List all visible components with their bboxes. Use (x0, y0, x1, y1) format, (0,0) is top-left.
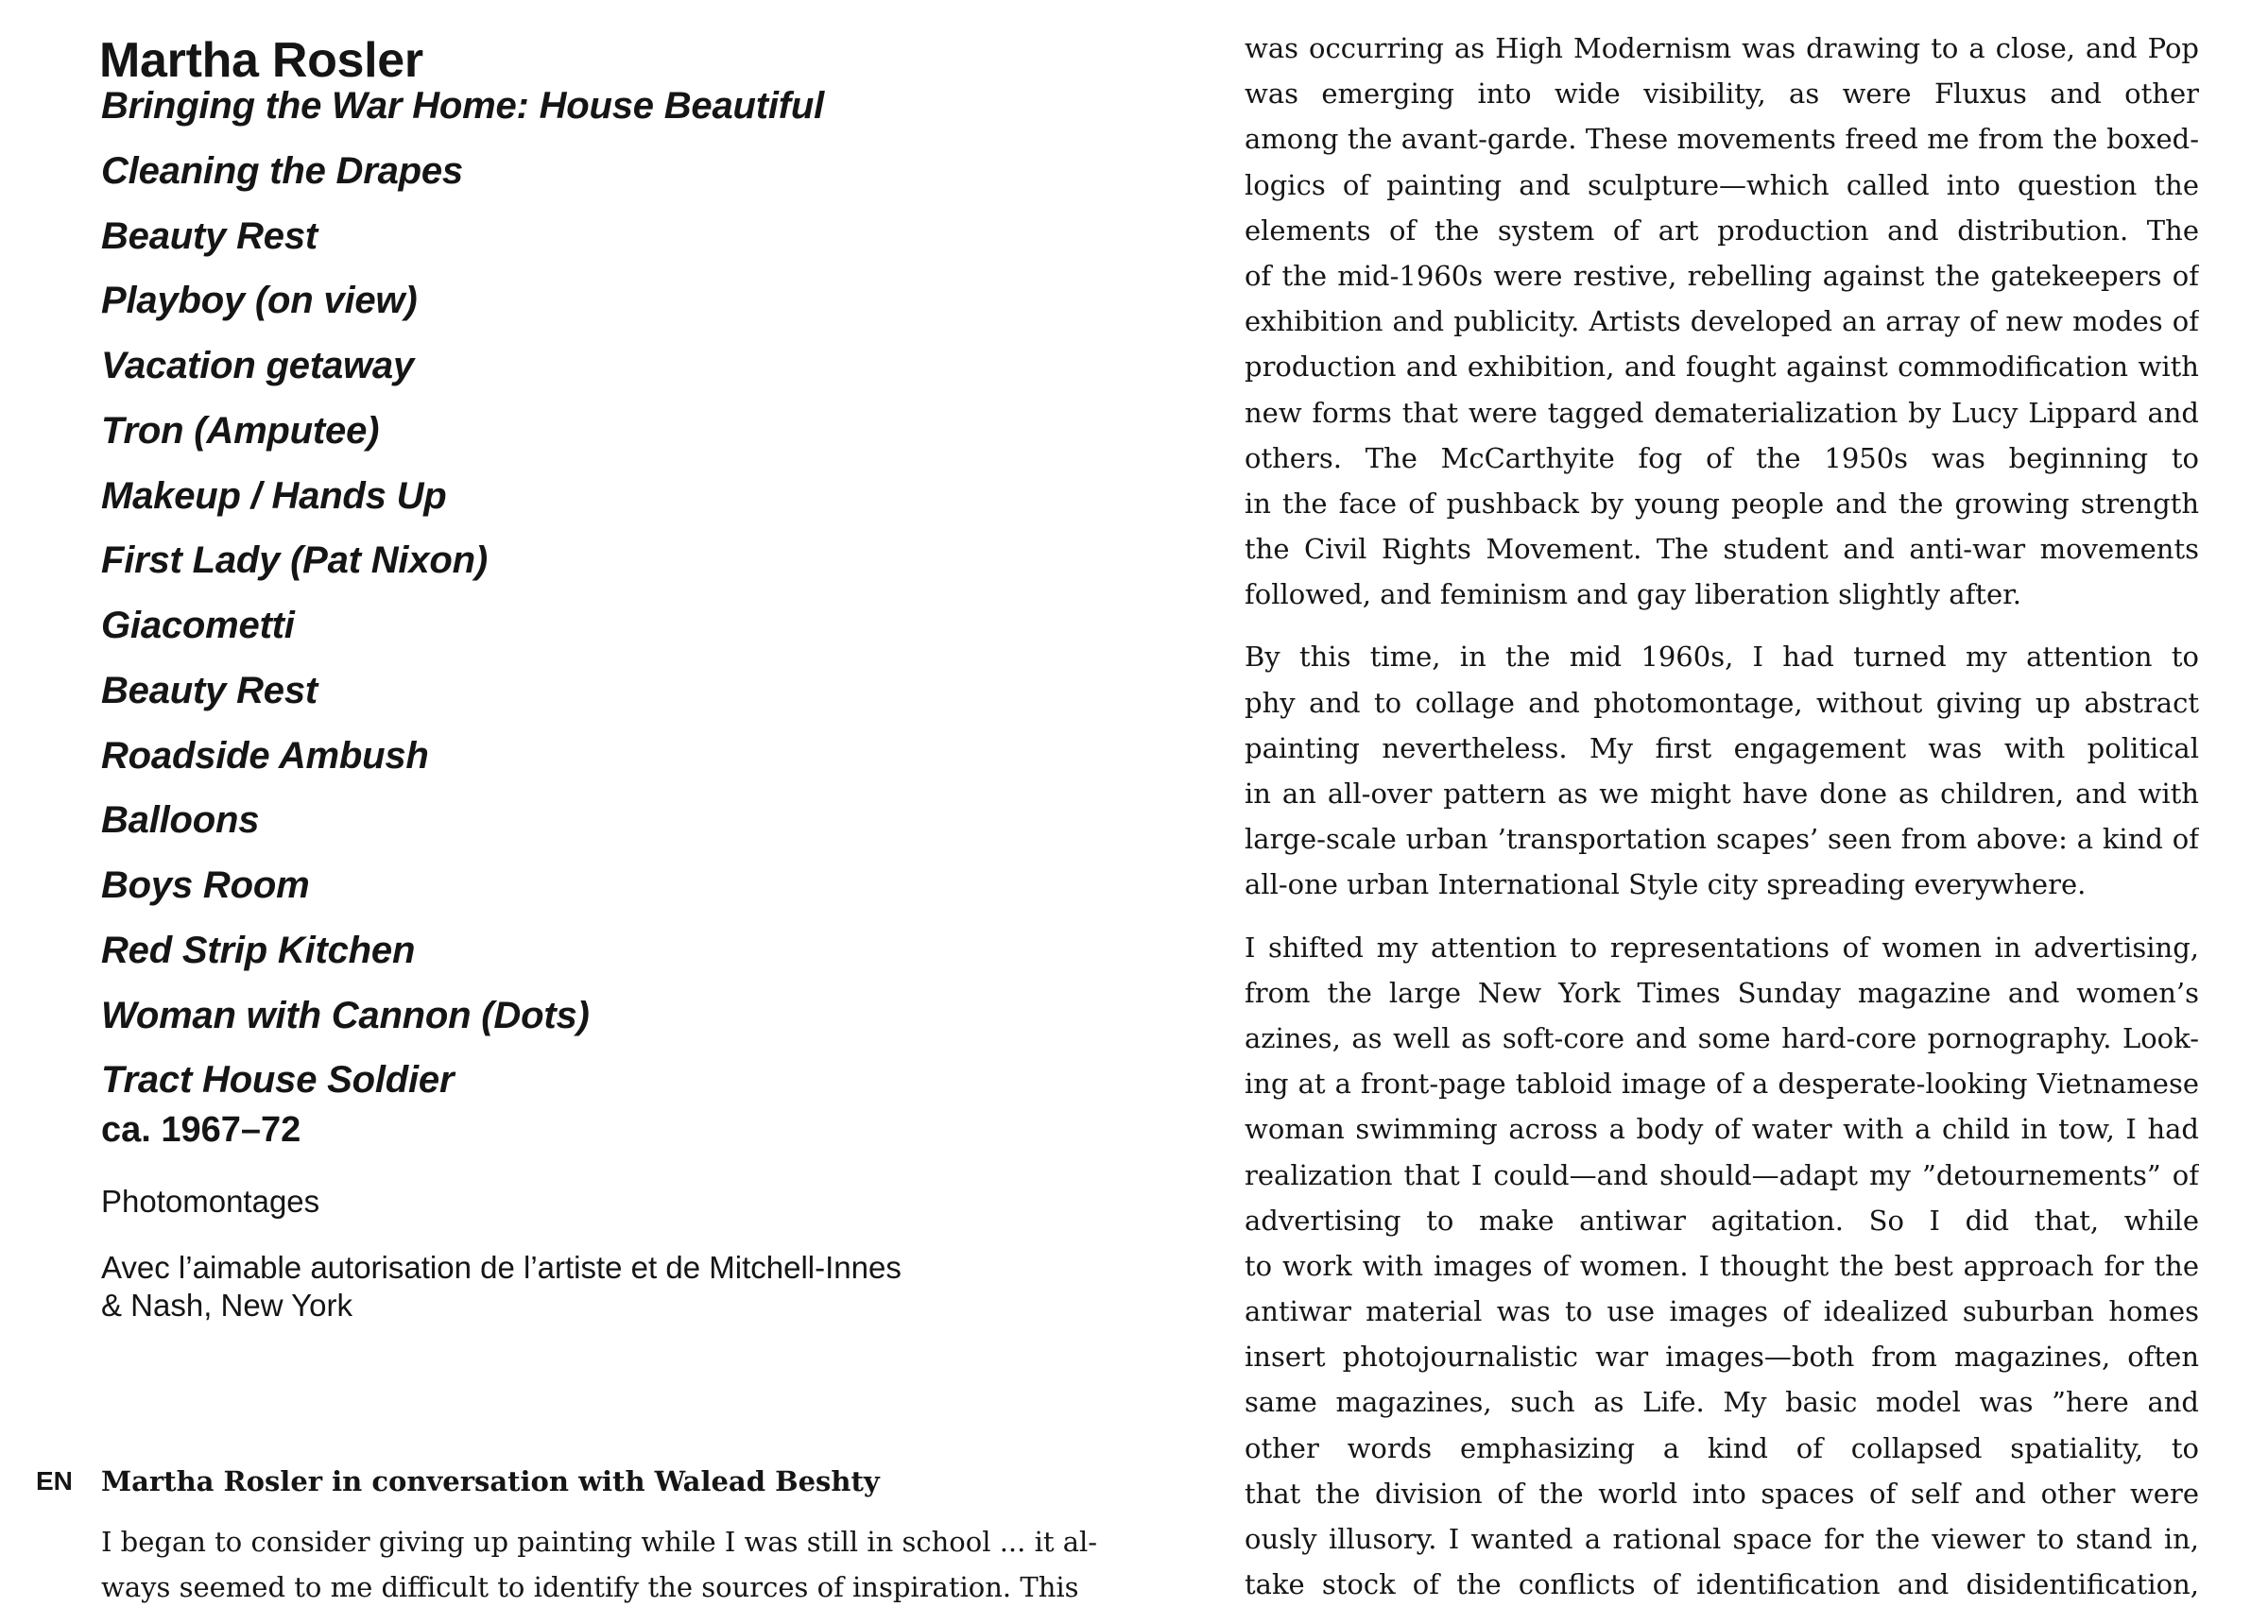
language-tag: EN (36, 1466, 73, 1496)
text-line: ously illusory. I wanted a rational space for the viewer to stand in, (1245, 1523, 2199, 1555)
text-line: was emerging into wide visibility, as were Fluxus and other (1245, 77, 2199, 111)
paragraph (1245, 26, 2199, 617)
text-line: all-one urban International Style city spreading everywhere. (1245, 868, 2087, 901)
text-line: elements of the system of art production and distribution. The (1245, 214, 2199, 247)
text-line: in an all-over pattern as we might have done as children, and with (1245, 778, 2199, 810)
work-medium: Photomontages (101, 1184, 320, 1219)
text-line: take stock of the conflicts of identification and disidentification, (1245, 1568, 2199, 1601)
work-title: Playboy (on view) (101, 280, 418, 322)
work-title: Giacometti (101, 605, 295, 646)
text-line: I began to consider giving up painting while I was still in school ... it al- (101, 1526, 1098, 1558)
work-title: Balloons (101, 799, 260, 842)
work-title: Roadside Ambush (101, 734, 429, 777)
work-date: ca. 1967–72 (101, 1110, 301, 1150)
text-line: insert photojournalistic war images—both from magazines, often (1245, 1341, 2199, 1374)
paragraph (1245, 925, 2199, 1608)
text-line: from the large New York Times Sunday magazine and women’s (1245, 976, 2199, 1009)
credit-line: Avec l’aimable autorisation de l’artiste et de Mitchell-Innes (101, 1250, 902, 1285)
text-line: antiwar material was to use images of idealized suburban homes (1245, 1295, 2199, 1328)
text-line: in the face of pushback by young people and the growing strength (1245, 487, 2199, 520)
credit-line: & Nash, New York (101, 1288, 352, 1323)
text-line: large-scale urban ’transportation scapes’ seen from above: a kind of (1245, 823, 2199, 856)
text-line: that the division of the world into spaces of self and other were (1245, 1477, 2199, 1510)
work-title: Beauty Rest (101, 669, 318, 711)
text-line: ways seemed to me difficult to identify the sources of inspiration. This (101, 1571, 1079, 1604)
work-title: First Lady (Pat Nixon) (101, 539, 488, 582)
work-title: Bringing the War Home: House Beautiful (101, 85, 825, 127)
artist-name: Martha Rosler (99, 32, 423, 88)
text-line: to work with images of women. I thought the best approach for the (1245, 1249, 2199, 1282)
work-title: Vacation getaway (101, 345, 414, 386)
works-list (101, 80, 824, 1120)
text-line: advertising to make antiwar agitation. So I did that, while (1245, 1204, 2199, 1237)
text-line: the Civil Rights Movement. The student and anti-war movements (1245, 533, 2199, 566)
text-line: others. The McCarthyite fog of the 1950s was beginning to (1245, 441, 2199, 474)
work-title: Cleaning the Drapes (101, 149, 463, 192)
text-line: exhibition and publicity. Artists developed an array of new modes of (1245, 305, 2199, 338)
text-line: azines, as well as soft-core and some hard-core pornography. Look- (1245, 1021, 2199, 1054)
text-line: followed, and feminism and gay liberation slightly after. (1245, 578, 2022, 611)
text-line: phy and to collage and photomontage, without giving up abstract (1245, 686, 2199, 719)
conversation-text-left (101, 1519, 1097, 1610)
work-title: Tron (Amputee) (101, 409, 380, 452)
text-line: among the avant-garde. These movements freed me from the boxed- (1245, 123, 2199, 156)
text-line: I shifted my attention to representations of women in advertising, (1245, 931, 2199, 964)
work-credit (101, 1249, 1027, 1325)
work-title: Red Strip Kitchen (101, 929, 416, 971)
text-line: By this time, in the mid 1960s, I had turned my attention to (1245, 641, 2199, 674)
text-line: logics of painting and sculpture—which called into question the (1245, 168, 2199, 201)
text-line: production and exhibition, and fought against commodification with (1245, 350, 2199, 384)
text-line: other words emphasizing a kind of collapsed spatiality, to (1245, 1431, 2199, 1464)
text-line: new forms that were tagged dematerialization by Lucy Lippard and (1245, 396, 2199, 429)
text-line: painting nevertheless. My first engagement was with political (1245, 731, 2199, 764)
work-title: Woman with Cannon (Dots) (101, 994, 590, 1036)
paragraph (1245, 634, 2199, 907)
conversation-text-right (1245, 26, 2199, 1624)
work-title: Tract House Soldier (101, 1059, 455, 1102)
text-line: of the mid-1960s were restive, rebelling against the gatekeepers of (1245, 259, 2199, 292)
text-line: realization that I could—and should—adapt my ”detournements” of (1245, 1158, 2199, 1191)
text-line: same magazines, such as Life. My basic model was ”here and (1245, 1386, 2199, 1419)
text-line: woman swimming across a body of water with a child in tow, I had (1245, 1113, 2199, 1146)
work-title: Beauty Rest (101, 214, 318, 257)
work-title: Boys Room (101, 864, 310, 906)
text-line: was occurring as High Modernism was drawing to a close, and Pop (1245, 32, 2199, 64)
text-line: ing at a front-page tabloid image of a desperate-looking Vietnamese (1245, 1068, 2199, 1101)
work-title: Makeup / Hands Up (101, 474, 447, 517)
conversation-title: Martha Rosler in conversation with Walead Beshty (101, 1465, 880, 1497)
